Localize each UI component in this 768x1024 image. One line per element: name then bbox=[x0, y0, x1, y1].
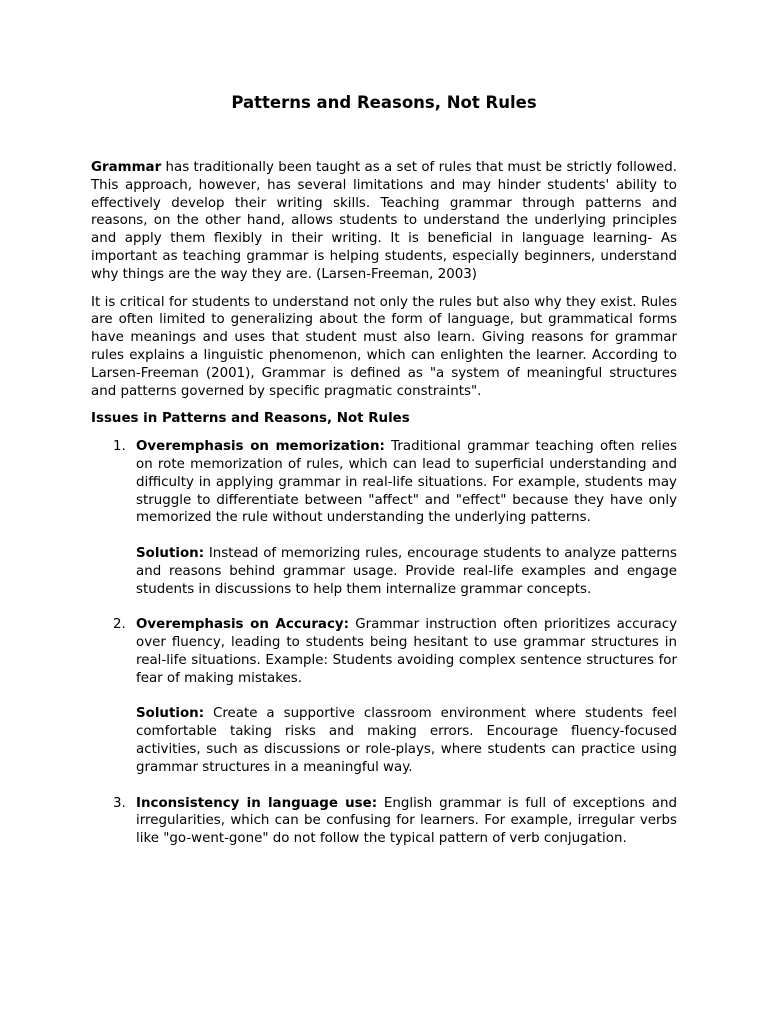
solution-label: Solution: bbox=[136, 706, 205, 722]
issue-solution bbox=[136, 705, 677, 776]
issue-heading: Overemphasis on memorization: bbox=[136, 439, 385, 455]
issues-list bbox=[91, 438, 677, 848]
solution-text: Create a supportive classroom environment where students feel comfortable taking risks and making errors. Encourage fluency-focused activities, such as discussions or role-plays, where students can practice using grammar structures in a meaningful way. bbox=[136, 706, 677, 775]
issue-item-3 bbox=[91, 795, 677, 848]
solution-label: Solution: bbox=[136, 545, 205, 561]
section-heading: Issues in Patterns and Reasons, Not Rules bbox=[91, 411, 410, 427]
issue-body bbox=[136, 616, 677, 687]
issue-text: Traditional grammar teaching often relies on rote memorization of rules, which can lead to superficial understanding and difficulty in applying grammar in real-life situations. For example, students may struggle to differentiate between "affect" and "effect" because they have only memorized the rule without understanding the underlying patterns. bbox=[136, 439, 677, 526]
issue-number: 3. bbox=[113, 795, 126, 811]
solution-text: Instead of memorizing rules, encourage students to analyze patterns and reasons behind grammar usage. Provide real-life examples and engage students in discussions to help them internalize grammar concepts. bbox=[136, 545, 677, 597]
issue-body bbox=[136, 795, 677, 848]
issue-heading: Overemphasis on Accuracy: bbox=[136, 617, 349, 633]
document-title: Patterns and Reasons, Not Rules bbox=[231, 93, 537, 112]
intro-lead-word: Grammar bbox=[91, 160, 162, 175]
issue-body bbox=[136, 438, 677, 527]
issue-solution bbox=[136, 545, 677, 598]
issue-item-1 bbox=[91, 438, 677, 598]
intro-text: has traditionally been taught as a set of rules that must be strictly followed. This approach, however, has several limitations and may hinder students' ability to effectively develop their writing skills. Teaching grammar through patterns and reasons, on the other hand, allows students to understand the underlying principles and apply them flexibly in their writing. It is beneficial in language learning- As important as teaching grammar is helping students, especially beginners, understand why things are the way they are. (Larsen-Freeman, 2003) bbox=[91, 160, 677, 282]
issue-item-2 bbox=[91, 616, 677, 776]
issue-text: Grammar instruction often prioritizes accuracy over fluency, leading to students being hesitant to use grammar structures in real-life situations. Example: Students avoiding complex sentence structures for fear of making mistakes. bbox=[136, 617, 677, 686]
issue-text: English grammar is full of exceptions and irregularities, which can be confusing for learners. For example, irregular verbs like "go-went-gone" do not follow the typical pattern of verb conjugation. bbox=[136, 795, 677, 847]
issue-number: 1. bbox=[113, 439, 126, 455]
intro-paragraph bbox=[91, 159, 677, 284]
issue-heading: Inconsistency in language use: bbox=[136, 795, 378, 811]
issue-number: 2. bbox=[113, 617, 126, 633]
paragraph-two: It is critical for students to understand not only the rules but also why they exist. Rules are often limited to generalizing about the form of language, but grammatical forms have meanings and uses that student must also learn. Giving reasons for grammar rules explains a linguistic phenomenon, which can enlighten the learner. According to Larsen-Freeman (2001), Grammar is defined as "a system of meaningful structures and patterns governed by specific pragmatic constraints". bbox=[91, 294, 677, 399]
